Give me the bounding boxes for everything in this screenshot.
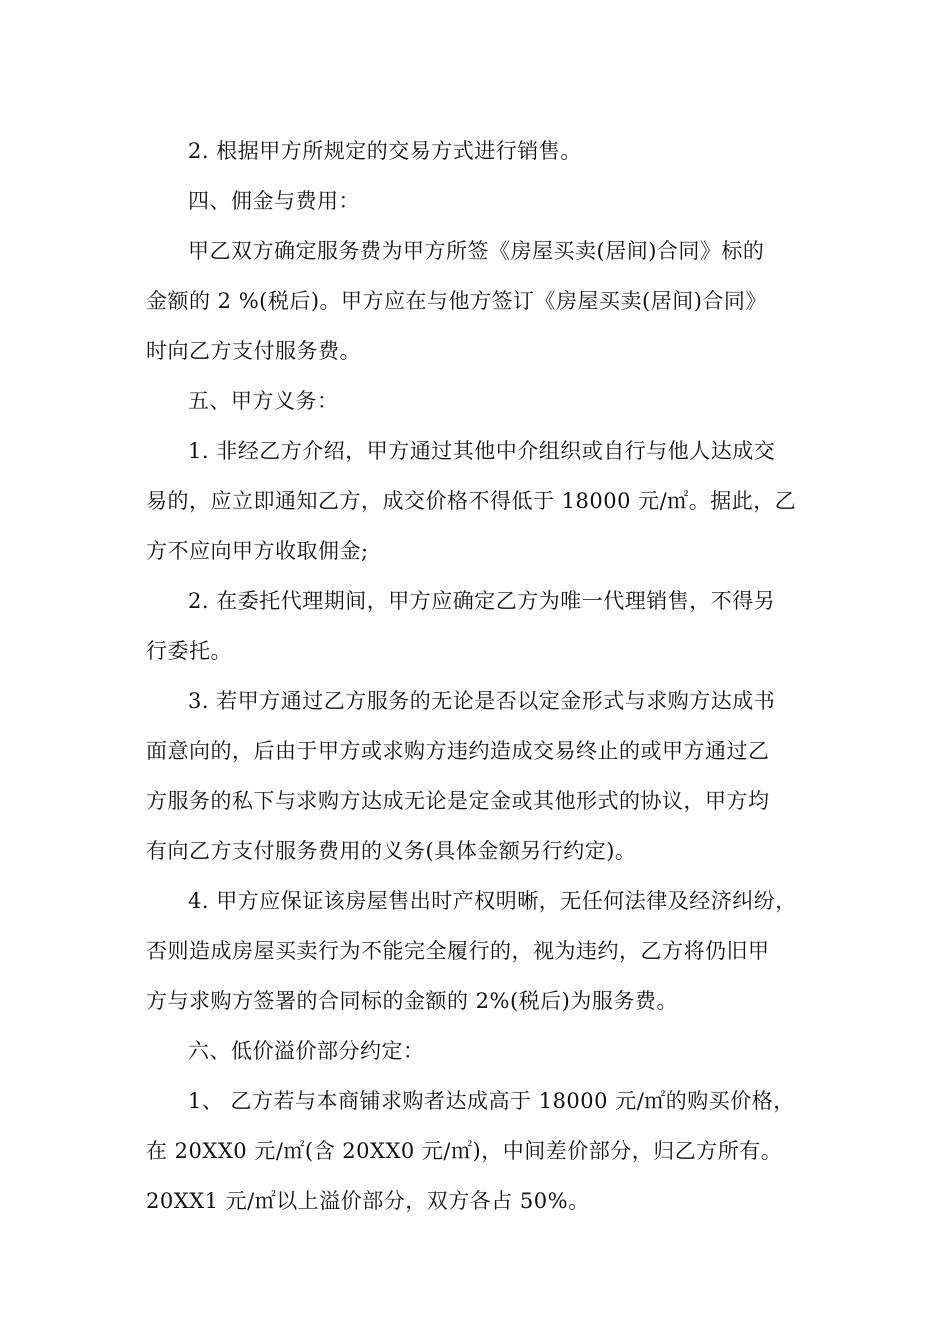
text-line-content: 方服务的私下与求购方达成无论是定金或其他形式的协议，甲方均 — [146, 789, 770, 813]
text-line — [0, 726, 950, 776]
text-line — [0, 476, 950, 526]
text-line-content: 方不应向甲方收取佣金; — [146, 539, 369, 563]
text-line-content: 20XX1 元/㎡以上溢价部分，双方各占 50%。 — [146, 1189, 590, 1213]
text-line-content: 1. 非经乙方介绍，甲方通过其他中介组织或自行与他人达成交 — [188, 439, 776, 463]
text-line — [0, 826, 950, 876]
text-line — [0, 276, 950, 326]
text-line — [0, 526, 950, 576]
section-heading-text: 四、佣金与费用： — [188, 189, 360, 213]
text-line — [0, 1126, 950, 1176]
text-line — [0, 326, 950, 376]
section-heading-text: 五、甲方义务： — [188, 389, 339, 413]
text-line — [0, 226, 950, 276]
text-line-content: 行委托。 — [146, 639, 232, 663]
section-heading — [0, 1026, 950, 1076]
text-line-content: 面意向的，后由于甲方或求购方违约造成交易终止的或甲方通过乙 — [146, 739, 770, 763]
text-line-content: 2. 在委托代理期间，甲方应确定乙方为唯一代理销售，不得另 — [188, 589, 776, 613]
text-line-content: 易的，应立即通知乙方，成交价格不得低于 18000 元/㎡。据此，乙 — [146, 489, 797, 513]
text-line-content: 2. 根据甲方所规定的交易方式进行销售。 — [188, 139, 582, 163]
section-heading — [0, 376, 950, 426]
text-line — [0, 626, 950, 676]
text-line-content: 否则造成房屋买卖行为不能完全履行的，视为违约，乙方将仍旧甲 — [146, 939, 770, 963]
text-line — [0, 976, 950, 1026]
text-line — [0, 876, 950, 926]
text-line — [0, 576, 950, 626]
text-line — [0, 676, 950, 726]
section-heading — [0, 176, 950, 226]
text-line — [0, 1076, 950, 1126]
text-line — [0, 426, 950, 476]
text-line-content: 4. 甲方应保证该房屋售出时产权明晰，无任何法律及经济纠纷， — [188, 889, 797, 913]
text-line-content: 金额的 2 %(税后)。甲方应在与他方签订《房屋买卖(居间)合同》 — [146, 289, 767, 313]
text-line-content: 1、 乙方若与本商铺求购者达成高于 18000 元/㎡的购买价格， — [188, 1089, 795, 1113]
text-line-content: 3. 若甲方通过乙方服务的无论是否以定金形式与求购方达成书 — [188, 689, 776, 713]
text-line-content: 时向乙方支付服务费。 — [146, 339, 361, 363]
text-line — [0, 1176, 950, 1226]
text-line-content: 甲乙双方确定服务费为甲方所签《房屋买卖(居间)合同》标的 — [188, 239, 765, 263]
text-line-content: 方与求购方签署的合同标的金额的 2%(税后)为服务费。 — [146, 989, 678, 1013]
text-line — [0, 776, 950, 826]
text-line — [0, 126, 950, 176]
text-line-content: 有向乙方支付服务费用的义务(具体金额另行约定)。 — [146, 839, 637, 863]
text-line — [0, 926, 950, 976]
text-line-content: 在 20XX0 元/㎡(含 20XX0 元/㎡)，中间差价部分，归乙方所有。 — [146, 1139, 783, 1163]
section-heading-text: 六、低价溢价部分约定： — [188, 1039, 425, 1063]
